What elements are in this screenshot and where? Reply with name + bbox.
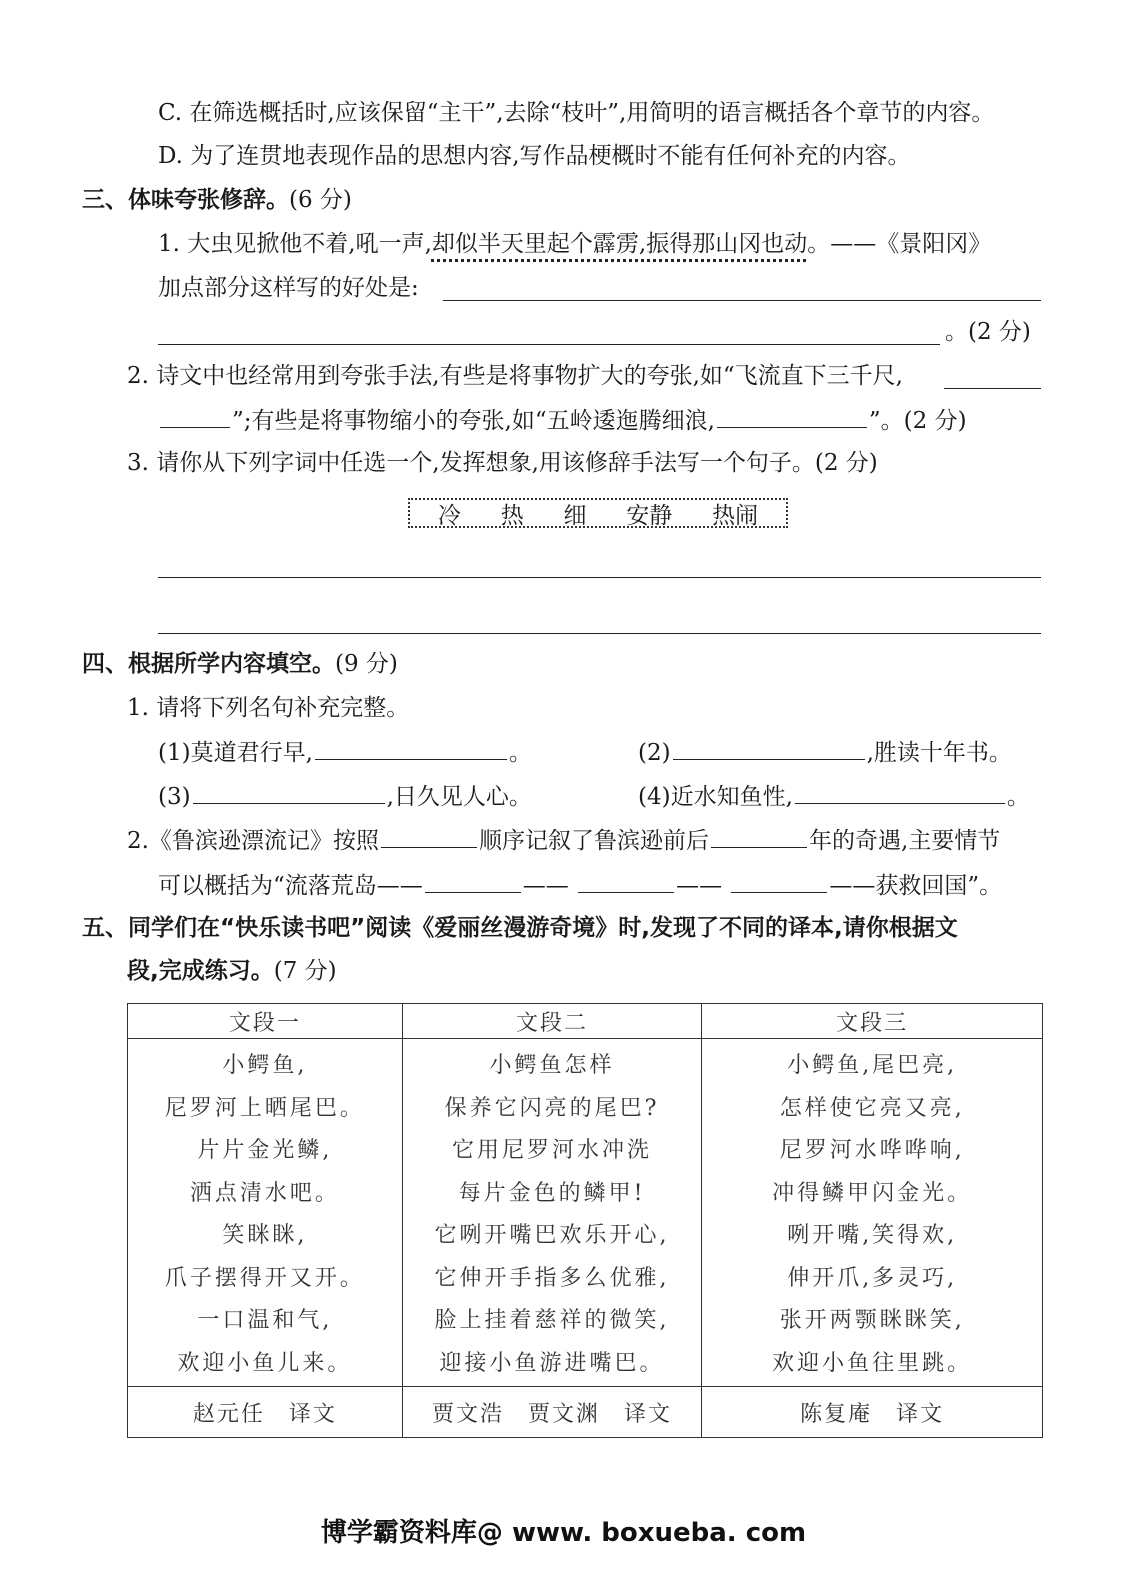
section5-title-line2: 段,完成练习。 <box>127 958 274 984</box>
s4-item-2-prefix: (2) <box>638 740 671 766</box>
table-row <box>128 1039 1043 1387</box>
table-header: 文段二 <box>402 1004 702 1039</box>
poem-line: 保养它闪亮的尾巴? <box>444 1095 660 1121</box>
s3-q2-line1: 2. 诗文中也经常用到夸张手法,有些是将事物扩大的夸张,如“飞流直下三千尺, <box>127 363 903 389</box>
poem-line: 脸上挂着慈祥的微笑, <box>434 1308 670 1333</box>
word-options-box <box>408 498 788 528</box>
section5-title-line1: 五、同学们在“快乐读书吧”阅读《爱丽丝漫游奇境》时,发现了不同的译本,请你根据文 <box>82 915 958 941</box>
s4-q2-a: 2.《鲁滨逊漂流记》按照 <box>127 828 379 854</box>
s4-item-4-blank[interactable] <box>795 779 1005 804</box>
section5-points: (7 分) <box>273 958 337 984</box>
s4-item-3-blank[interactable] <box>193 779 385 804</box>
s4-item-4 <box>638 779 1030 813</box>
s4-q2-blank-plot-1[interactable] <box>425 868 521 893</box>
poem-line: 小鳄鱼, <box>222 1053 308 1078</box>
table-credit-row <box>128 1387 1043 1438</box>
s4-item-3-prefix: (3) <box>158 784 191 810</box>
table-header-row <box>128 1004 1043 1039</box>
section5-heading-line2 <box>127 955 337 987</box>
s3-q1-answer-line-2[interactable] <box>158 344 940 345</box>
poem-line: 它用尼罗河水冲洗 <box>452 1138 653 1163</box>
s4-item-1-blank[interactable] <box>315 735 507 760</box>
s3-q3: 3. 请你从下列字词中任选一个,发挥想象,用该修辞手法写一个句子。(2 分) <box>127 450 878 476</box>
poem-line: 片片金光鳞, <box>197 1138 333 1163</box>
section4-heading <box>82 648 398 680</box>
poem-line: 每片金色的鳞甲! <box>458 1180 646 1206</box>
poem-line: 笑眯眯, <box>222 1223 308 1248</box>
poem-line: 冲得鳞甲闪金光。 <box>772 1180 973 1206</box>
s3-q3-answer-line-2[interactable] <box>158 633 1041 634</box>
s4-q2-blank-plot-3[interactable] <box>731 868 827 893</box>
poem-line: 欢迎小鱼儿来。 <box>177 1350 353 1376</box>
s3-q2-line2 <box>158 403 967 437</box>
s3-q1-prefix: 1. 大虫见掀他不着,吼一声, <box>158 231 432 257</box>
word-option: 热闹 <box>712 502 759 529</box>
s3-q2-mid: ”;有些是将事物缩小的夸张,如“五岭逶迤腾细浪, <box>232 408 715 434</box>
s3-q3-answer-line-1[interactable] <box>158 577 1041 578</box>
s4-q2-blank-order[interactable] <box>381 823 477 848</box>
s4-q2-blank-plot-2[interactable] <box>578 868 674 893</box>
poem-line: 爪子摆得开又开。 <box>164 1265 365 1291</box>
poem-cell-1 <box>128 1039 403 1387</box>
option-c: C. 在筛选概括时,应该保留“主干”,去除“枝叶”,用简明的语言概括各个章节的内容。 <box>158 100 995 126</box>
section4-title: 四、根据所学内容填空。 <box>82 651 335 677</box>
poem-cell-2 <box>402 1039 702 1387</box>
s4-item-1 <box>158 735 532 769</box>
s4-q2-b: 顺序记叙了鲁滨逊前后 <box>478 828 709 854</box>
section3-title: 三、体味夸张修辞。 <box>82 187 289 213</box>
s3-q1-dotted-text: 却似半天里起个霹雳,振得那山冈也动 <box>431 231 808 257</box>
translator-credit: 陈复庵 译文 <box>702 1387 1043 1438</box>
translations-table <box>127 1003 1043 1438</box>
s3-q1-answer-line-1[interactable] <box>443 300 1041 301</box>
poem-line: 欢迎小鱼往里跳。 <box>772 1350 973 1376</box>
word-option: 安静 <box>626 502 673 529</box>
poem-line: 它伸开手指多么优雅, <box>434 1265 670 1291</box>
poem-line: 伸开爪,多灵巧, <box>787 1265 958 1291</box>
table-header: 文段一 <box>128 1004 403 1039</box>
poem-line: 张开两颚眯眯笑, <box>779 1308 965 1333</box>
s3-q2-blank-2[interactable] <box>717 403 867 428</box>
poem-line: 小鳄鱼怎样 <box>489 1053 615 1078</box>
s4-item-3-suffix: ,日久见人心。 <box>386 784 532 810</box>
s4-item-4-suffix: 。 <box>1006 784 1030 810</box>
s4-q2-line2 <box>158 868 1002 902</box>
s3-q1-prompt: 加点部分这样写的好处是: <box>158 275 419 301</box>
section3-heading <box>82 184 352 216</box>
s4-q2-line1 <box>127 823 1000 857</box>
s4-item-3 <box>158 779 532 813</box>
s4-q2-end: ——获救回国”。 <box>829 873 1003 899</box>
s3-q1 <box>158 228 991 260</box>
option-d: D. 为了连贯地表现作品的思想内容,写作品梗概时不能有任何补充的内容。 <box>158 143 911 169</box>
poem-line: 怎样使它亮又亮, <box>779 1095 965 1121</box>
s3-q2-blank-1a[interactable] <box>944 388 1041 389</box>
s4-item-2-blank[interactable] <box>673 735 865 760</box>
poem-line: 它咧开嘴巴欢乐开心, <box>434 1223 670 1248</box>
s4-item-1-suffix: 。 <box>508 740 532 766</box>
s4-q2-blank-years[interactable] <box>711 823 807 848</box>
s4-q2-dash: —— <box>522 873 569 899</box>
s4-q2-c: 年的奇遇,主要情节 <box>808 828 1001 854</box>
s4-q2-dash: —— <box>676 873 723 899</box>
section4-points: (9 分) <box>335 651 398 677</box>
s3-q2-end: ”。(2 分) <box>868 408 967 434</box>
poem-line: 尼罗河水哗哗响, <box>779 1138 965 1163</box>
word-option: 细 <box>563 502 587 529</box>
poem-line: 洒点清水吧。 <box>189 1180 340 1206</box>
translator-credit: 赵元任 译文 <box>128 1387 403 1438</box>
s4-q2-d: 可以概括为“流落荒岛—— <box>158 873 423 899</box>
s4-item-1-prefix: (1)莫道君行早, <box>158 740 313 766</box>
s4-item-2-suffix: ,胜读十年书。 <box>866 740 1012 766</box>
footer-watermark: 博学霸资料库@ www. boxueba. com <box>320 1518 807 1548</box>
s4-item-2 <box>638 735 1012 769</box>
word-option: 热 <box>500 502 524 529</box>
word-option: 冷 <box>437 502 461 529</box>
s4-q1: 1. 请将下列名句补充完整。 <box>127 695 410 721</box>
table-header: 文段三 <box>702 1004 1043 1039</box>
poem-line: 咧开嘴,笑得欢, <box>787 1223 958 1248</box>
poem-line: 小鳄鱼,尾巴亮, <box>787 1053 958 1078</box>
translator-credit: 贾文浩 贾文渊 译文 <box>402 1387 702 1438</box>
s3-q1-points: 。(2 分) <box>945 319 1031 345</box>
section3-points: (6 分) <box>289 187 352 213</box>
s3-q2-blank-1b[interactable] <box>160 403 230 428</box>
s3-q1-suffix: 。——《景阳冈》 <box>807 231 992 257</box>
s4-item-4-prefix: (4)近水知鱼性, <box>638 784 793 810</box>
poem-line: 迎接小鱼游进嘴巴。 <box>439 1350 665 1376</box>
poem-cell-3 <box>702 1039 1043 1387</box>
poem-line: 尼罗河上晒尾巴。 <box>164 1095 365 1121</box>
poem-line: 一口温和气, <box>197 1308 333 1333</box>
